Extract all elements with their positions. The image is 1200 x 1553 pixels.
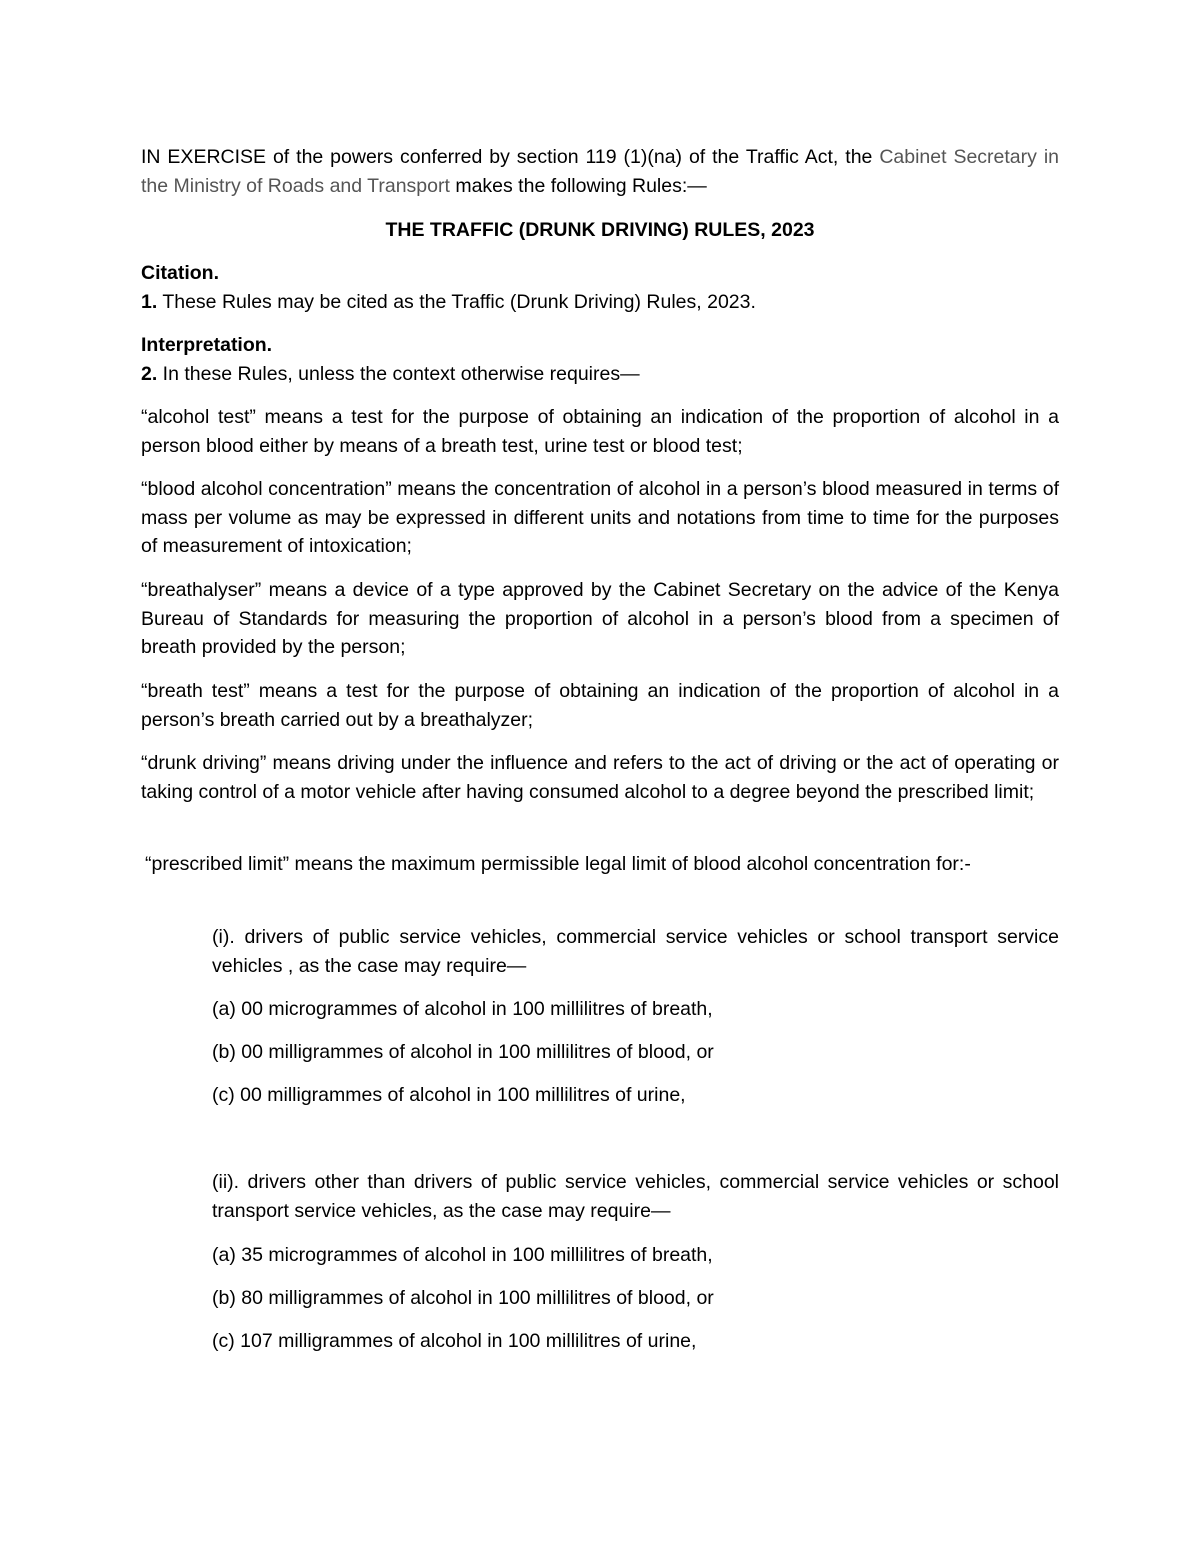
definition-blood-alcohol-concentration: “blood alcohol concentration” means the concentration of alcohol in a person’s blood measured in terms of mass per volume as may be expressed in different units and notations from time to time for the purposes of measurement of intoxication; [141,478,1059,557]
definition-prescribed-limit: “prescribed limit” means the maximum permissible legal limit of blood alcohol concentration for:- [145,853,971,875]
limit-intro-other-drivers: (ii). drivers other than drivers of public service vehicles, commercial service vehicles or school transport service vehicles, as the case may require— [212,1171,1059,1222]
citation-heading: Citation. [141,262,219,284]
limit-item: (a) 00 microgrammes of alcohol in 100 millilitres of breath, [212,998,713,1020]
rules-title: THE TRAFFIC (DRUNK DRIVING) RULES, 2023 [385,219,815,241]
preamble-paragraph [141,143,1059,200]
interpretation-rule-text: In these Rules, unless the context otherwise requires— [157,363,640,385]
preamble-text-end: makes the following Rules:— [449,174,707,197]
limit-item: (c) 00 milligrammes of alcohol in 100 millilitres of urine, [212,1084,686,1106]
interpretation-rule [141,360,1059,389]
limit-item: (a) 35 microgrammes of alcohol in 100 millilitres of breath, [212,1244,713,1266]
citation-rule-number: 1. [141,291,158,313]
limit-item: (b) 80 milligrammes of alcohol in 100 millilitres of blood, or [212,1287,714,1309]
interpretation-heading: Interpretation. [141,334,273,356]
citation-rule [141,288,1059,317]
definition-drunk-driving: “drunk driving” means driving under the influence and refers to the act of driving or the act of operating or taking control of a motor vehicle after having consumed alcohol to a degree beyond the prescribed limit; [141,752,1059,803]
interpretation-rule-number: 2. [141,363,158,385]
citation-rule-text: These Rules may be cited as the Traffic (Drunk Driving) Rules, 2023. [157,291,756,313]
limit-item: (c) 107 milligrammes of alcohol in 100 millilitres of urine, [212,1330,697,1352]
preamble-authority: Cabinet Secretary in the Ministry of Roads and Transport [141,146,1059,197]
limit-item: (b) 00 milligrammes of alcohol in 100 millilitres of blood, or [212,1041,714,1063]
preamble-text-start: IN EXERCISE of the powers conferred by section 119 (1)(na) of the Traffic Act, the [141,146,880,168]
definition-alcohol-test: “alcohol test” means a test for the purpose of obtaining an indication of the proportion of alcohol in a person blood either by means of a breath test, urine test or blood test; [141,406,1059,457]
definition-breathalyser: “breathalyser” means a device of a type approved by the Cabinet Secretary on the advice of the Kenya Bureau of Standards for measuring the proportion of alcohol in a person’s blood from a specimen of breath provided by the person; [141,579,1059,658]
limit-intro-psv-drivers: (i). drivers of public service vehicles, commercial service vehicles or school transport service vehicles , as the case may require— [212,926,1059,977]
definition-breath-test: “breath test” means a test for the purpose of obtaining an indication of the proportion of alcohol in a person’s breath carried out by a breathalyzer; [141,680,1059,731]
